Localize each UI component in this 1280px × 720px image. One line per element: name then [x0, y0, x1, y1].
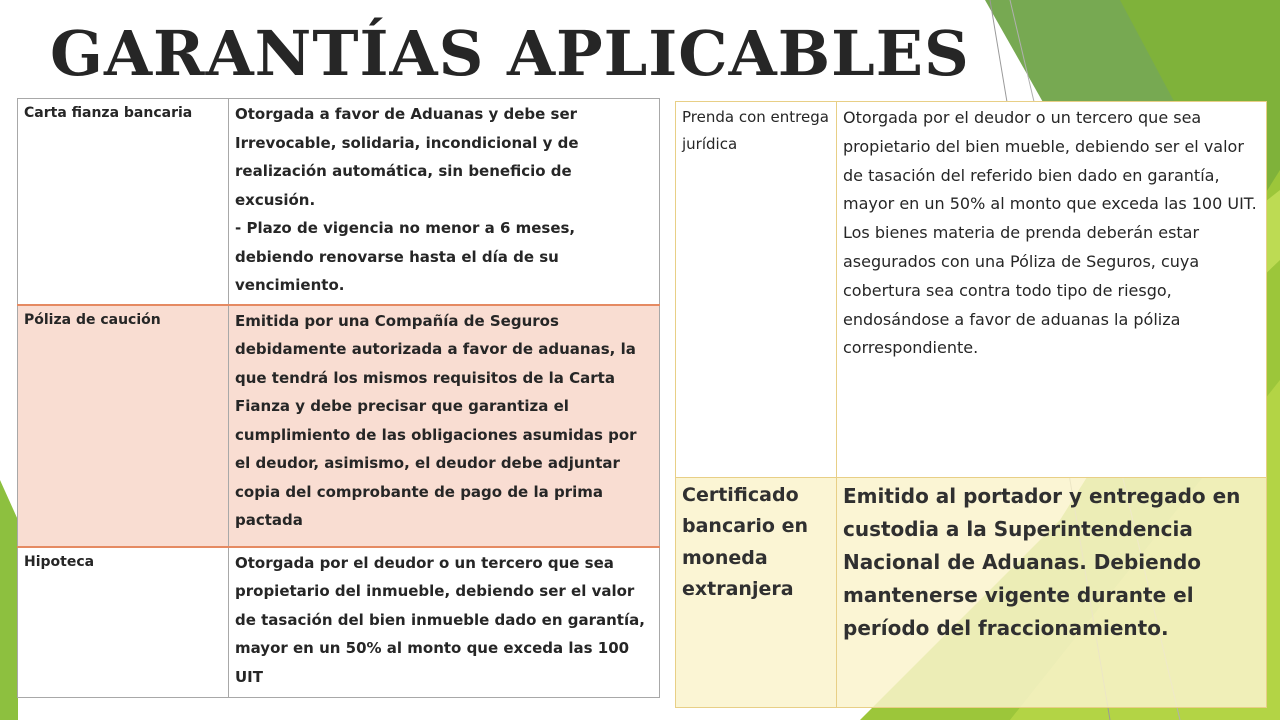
description-line: Emitida por una Compañía de Seguros debidamente autorizada a favor de aduanas, la que tendrá los mismos requisitos de la Carta Fianza y debe precisar que garantiza el cumplimiento de las obligaciones asumidas por el deudor, asimismo, el deudor debe adjuntar copia del comprobante de pago de la prima pactada	[235, 311, 637, 529]
table-row	[18, 305, 660, 547]
description-line: Otorgada por el deudor o un tercero que sea propietario del inmueble, debiendo ser el valor de tasación del bien inmueble dado en garantía, mayor en un 50% al monto que exceda las 100 UIT	[235, 553, 645, 686]
row-description	[229, 305, 660, 547]
description-line: Otorgada a favor de Aduanas y debe ser Irrevocable, solidaria, incondicional y de realización automática, sin beneficio de excusión.	[235, 105, 579, 209]
row-label: Hipoteca	[18, 547, 229, 698]
table-row	[18, 547, 660, 698]
row-label: Certificado bancario en moneda extranjera	[676, 478, 837, 708]
row-description	[229, 99, 660, 305]
row-description: Emitido al portador y entregado en custodia a la Superintendencia Nacional de Aduanas. Debiendo mantenerse vigente durante el período del fraccionamiento.	[837, 478, 1267, 708]
left-green-wedge	[0, 480, 18, 720]
guarantees-table-right	[675, 101, 1267, 708]
description-line: - Plazo de vigencia no menor a 6 meses, debiendo renovarse hasta el día de su vencimiento.	[235, 219, 576, 294]
page-title: GARANTÍAS APLICABLES	[50, 17, 970, 90]
row-label: Carta fianza bancaria	[18, 99, 229, 305]
row-description	[229, 547, 660, 698]
row-label: Prenda con entrega jurídica	[676, 102, 837, 478]
row-label: Póliza de caución	[18, 305, 229, 547]
guarantees-table-left	[17, 98, 660, 698]
row-description: Otorgada por el deudor o un tercero que sea propietario del bien mueble, debiendo ser el valor de tasación del referido bien dado en garantía, mayor en un 50% al monto que exceda las 100 UIT. Los bienes materia de prenda deberán estar asegurados con una Póliza de Seguros, cuya cobertura sea contra todo tipo de riesgo, endosándose a favor de aduanas la póliza correspondiente.	[837, 102, 1267, 478]
table-row	[676, 478, 1267, 708]
table-row	[676, 102, 1267, 478]
table-row	[18, 99, 660, 305]
